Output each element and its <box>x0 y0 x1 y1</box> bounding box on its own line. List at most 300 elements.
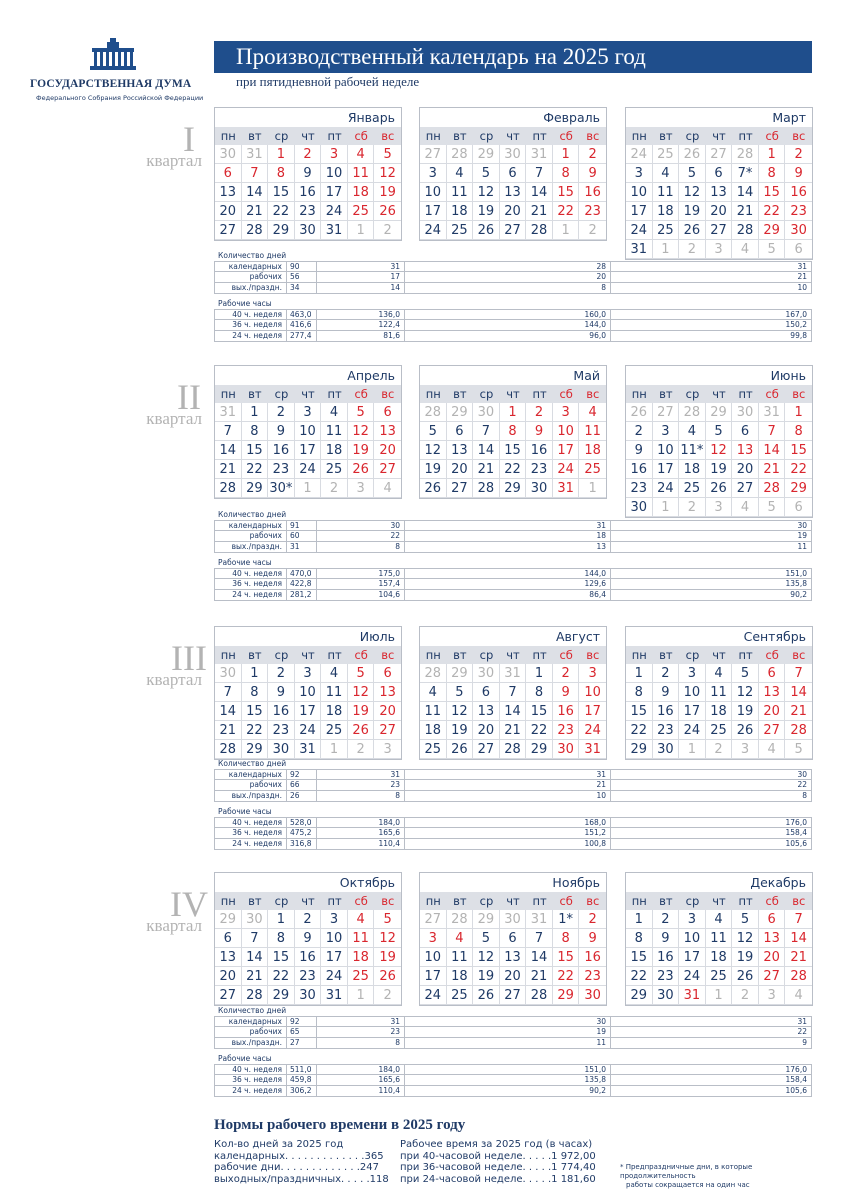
day-cell: 13 <box>374 422 401 441</box>
day-cell: 11 <box>321 422 348 441</box>
day-cell: 1 <box>268 145 295 164</box>
day-cell: 11 <box>706 683 733 702</box>
weekday-label: вс <box>586 387 600 401</box>
weekday-label: ср <box>479 648 494 662</box>
stats-month-value: 10 <box>797 283 807 292</box>
day-cell: 25 <box>679 479 706 498</box>
day-cell: 20 <box>447 460 474 479</box>
month-name: Июнь <box>770 368 806 383</box>
day-cell: 2 <box>579 145 606 164</box>
day-cell: 2 <box>579 910 606 929</box>
day-cell: 26 <box>626 403 653 422</box>
stats-row-label: 24 ч. неделя <box>215 839 287 849</box>
stats-row <box>214 331 812 342</box>
day-cell: 1 <box>653 498 680 517</box>
day-cell: 11 <box>447 183 474 202</box>
stats-month-value: 168,0 <box>405 818 611 827</box>
weekday-label: пн <box>425 648 441 662</box>
day-cell: 15 <box>626 948 653 967</box>
weekday-label: чт <box>301 129 315 143</box>
day-cell: 13 <box>215 948 242 967</box>
stats-row-label: 24 ч. неделя <box>215 590 287 600</box>
stats-total: 65 <box>287 1027 317 1037</box>
day-cell: 28 <box>785 721 812 740</box>
month-name: Март <box>772 110 806 125</box>
stats-month-value: 18 <box>405 531 611 541</box>
day-cell: 28 <box>215 479 242 498</box>
weekday-label: вс <box>381 894 395 908</box>
day-cell: 29 <box>447 403 474 422</box>
day-cell: 19 <box>732 948 759 967</box>
weekday-label: пн <box>425 129 441 143</box>
weekday-label: ср <box>274 648 289 662</box>
day-cell: 12 <box>348 422 375 441</box>
day-cell: 17 <box>295 441 322 460</box>
day-cell: 12 <box>348 683 375 702</box>
day-cell: 20 <box>706 202 733 221</box>
weekday-label: ср <box>274 129 289 143</box>
month-calendar <box>419 107 607 241</box>
day-cell: 30 <box>653 986 680 1005</box>
day-cell: 31 <box>759 403 786 422</box>
days-grid <box>215 145 401 240</box>
stats-month-value: 30 <box>317 521 405 530</box>
day-cell: 27 <box>447 479 474 498</box>
day-cell: 7 <box>242 929 269 948</box>
month-name: Февраль <box>543 110 600 125</box>
day-cell: 1 <box>295 479 322 498</box>
stats-month-value: 11 <box>797 542 807 551</box>
day-cell: 6 <box>785 498 812 517</box>
day-cell: 23 <box>579 967 606 986</box>
day-cell: 1 <box>268 910 295 929</box>
stats-title: Рабочие часы <box>218 558 272 567</box>
month-calendar <box>419 365 607 499</box>
day-cell: 23 <box>579 202 606 221</box>
quarter-label: квартал <box>146 916 202 935</box>
day-cell: 16 <box>526 441 553 460</box>
day-cell: 6 <box>447 422 474 441</box>
stats-month-value: 31 <box>317 262 405 271</box>
weekday-label: пт <box>532 894 547 908</box>
day-cell: 28 <box>785 967 812 986</box>
day-cell: 3 <box>553 403 580 422</box>
norms-title: Нормы рабочего времени в 2025 году <box>214 1117 466 1133</box>
day-cell: 18 <box>706 702 733 721</box>
org-subtitle: Федерального Собрания Российской Федерации <box>36 94 204 102</box>
day-cell: 7 <box>785 664 812 683</box>
day-cell: 14 <box>785 683 812 702</box>
weekday-label: вс <box>586 648 600 662</box>
norms-hour-row: при 40-часовой неделе . . . . . 1 972,00 <box>400 1150 596 1162</box>
day-cell: 24 <box>321 202 348 221</box>
weekday-label: пт <box>738 894 753 908</box>
stats-month-value: 144,0 <box>405 320 611 330</box>
day-cell: 6 <box>706 164 733 183</box>
days-grid <box>420 910 606 1005</box>
day-cell: 12 <box>420 441 447 460</box>
stats-month-value: 17 <box>317 272 405 282</box>
day-cell: 18 <box>447 202 474 221</box>
day-cell: 24 <box>420 986 447 1005</box>
day-cell: 4 <box>653 164 680 183</box>
day-cell: 2 <box>268 664 295 683</box>
day-cell: 11 <box>348 929 375 948</box>
day-cell: 31 <box>526 910 553 929</box>
day-cell: 6 <box>374 664 401 683</box>
day-cell: 3 <box>295 664 322 683</box>
weekday-label: пн <box>220 387 236 401</box>
day-cell: 24 <box>679 721 706 740</box>
day-cell: 10 <box>579 683 606 702</box>
stats-month-value: 184,0 <box>317 1065 405 1074</box>
day-cell: 6 <box>215 164 242 183</box>
day-cell: 14 <box>785 929 812 948</box>
day-cell: 9 <box>553 683 580 702</box>
day-cell: 31 <box>579 740 606 759</box>
day-cell: 5 <box>374 145 401 164</box>
day-cell: 4 <box>374 479 401 498</box>
day-cell: 10 <box>420 183 447 202</box>
day-cell: 1 <box>526 664 553 683</box>
day-cell: 10 <box>679 929 706 948</box>
stats-row <box>214 579 812 590</box>
day-cell: 24 <box>626 221 653 240</box>
day-cell: 24 <box>295 460 322 479</box>
day-cell: 25 <box>653 221 680 240</box>
stats-row <box>214 520 812 531</box>
day-cell: 15 <box>759 183 786 202</box>
stats-month-value: 90,2 <box>790 590 807 599</box>
weekday-label: ср <box>685 894 700 908</box>
weekday-label: вс <box>586 129 600 143</box>
day-cell: 12 <box>732 683 759 702</box>
day-cell: 2 <box>268 403 295 422</box>
stats-month-value: 150,2 <box>785 320 807 329</box>
day-cell: 18 <box>420 721 447 740</box>
stats-row-label: рабочих <box>215 1027 287 1037</box>
weekday-label: вт <box>248 387 262 401</box>
day-cell: 28 <box>500 740 527 759</box>
day-cell: 2 <box>679 240 706 259</box>
day-cell: 12 <box>447 702 474 721</box>
day-cell: 25 <box>579 460 606 479</box>
day-cell: 20 <box>759 948 786 967</box>
stats-title: Количество дней <box>218 759 287 768</box>
day-cell: 21 <box>242 202 269 221</box>
day-cell: 29 <box>626 986 653 1005</box>
day-cell: 7 <box>526 929 553 948</box>
day-cell: 17 <box>420 967 447 986</box>
day-cell: 29 <box>447 664 474 683</box>
stats-row-label: вых./праздн. <box>215 1038 287 1048</box>
stats-total: 459,8 <box>287 1075 317 1085</box>
weekday-label: пт <box>327 129 342 143</box>
day-cell: 15 <box>268 948 295 967</box>
day-cell: 10 <box>553 422 580 441</box>
day-cell: 17 <box>679 948 706 967</box>
day-cell: 29 <box>242 740 269 759</box>
weekday-label: вт <box>248 894 262 908</box>
norms-day-row: выходных/праздничных . . . . . 118 <box>214 1173 389 1185</box>
day-cell: 5 <box>759 240 786 259</box>
stats-month-value: 14 <box>317 283 405 293</box>
weekday-label: вт <box>659 387 673 401</box>
stats-row <box>214 531 812 542</box>
day-cell: 26 <box>706 479 733 498</box>
weekday-label: сб <box>354 129 368 143</box>
month-calendar <box>625 365 813 518</box>
weekday-label: вт <box>248 129 262 143</box>
day-cell: 18 <box>706 948 733 967</box>
day-cell: 20 <box>500 967 527 986</box>
stats-month-value: 31 <box>797 262 807 271</box>
day-cell: 27 <box>215 986 242 1005</box>
stats-month-value: 20 <box>405 272 611 282</box>
day-cell: 30 <box>626 498 653 517</box>
day-cell: 5 <box>706 422 733 441</box>
day-cell: 28 <box>215 740 242 759</box>
day-cell: 7 <box>759 422 786 441</box>
day-cell: 30 <box>242 910 269 929</box>
day-cell: 10 <box>626 183 653 202</box>
day-cell: 9 <box>653 929 680 948</box>
weekday-label: ср <box>479 894 494 908</box>
day-cell: 30 <box>553 740 580 759</box>
duma-logo <box>30 38 210 108</box>
day-cell: 13 <box>215 183 242 202</box>
stats-month-value: 158,4 <box>785 1075 807 1084</box>
day-cell: 22 <box>626 721 653 740</box>
weekday-label: пт <box>327 648 342 662</box>
day-cell: 16 <box>579 948 606 967</box>
day-cell: 28 <box>242 986 269 1005</box>
day-cell: 5 <box>679 164 706 183</box>
weekday-header <box>420 892 606 910</box>
day-cell: 22 <box>553 967 580 986</box>
month-calendar <box>214 626 402 760</box>
weekday-label: пт <box>532 648 547 662</box>
stats-total: 281,2 <box>287 590 317 600</box>
day-cell: 14 <box>759 441 786 460</box>
day-cell: 20 <box>473 721 500 740</box>
day-cell: 12 <box>374 929 401 948</box>
weekday-label: сб <box>765 648 779 662</box>
stats-month-value: 165,6 <box>317 828 405 838</box>
day-cell: 31 <box>553 479 580 498</box>
stats-month-value: 144,0 <box>405 569 611 578</box>
day-cell: 6 <box>759 910 786 929</box>
day-cell: 3 <box>321 145 348 164</box>
norms-hour-row: при 24-часовой неделе . . . . . 1 181,60 <box>400 1173 596 1185</box>
day-cell: 11 <box>321 683 348 702</box>
day-cell: 8 <box>500 422 527 441</box>
day-cell: 8 <box>242 683 269 702</box>
norms-day-row: рабочие дни . . . . . . . . . . . . . 247 <box>214 1162 380 1173</box>
days-grid <box>420 664 606 759</box>
day-cell: 1 <box>759 145 786 164</box>
month-name: Октябрь <box>339 875 395 890</box>
day-cell: 24 <box>420 221 447 240</box>
day-cell: 23 <box>785 202 812 221</box>
weekday-label: чт <box>301 648 315 662</box>
day-cell: 30 <box>473 403 500 422</box>
quarter-stats <box>214 510 812 601</box>
stats-total: 34 <box>287 283 317 293</box>
day-cell: 10 <box>679 683 706 702</box>
weekday-header <box>420 385 606 403</box>
weekday-label: пн <box>631 894 647 908</box>
day-cell: 6 <box>759 664 786 683</box>
day-cell: 28 <box>447 145 474 164</box>
day-cell: 21 <box>215 721 242 740</box>
day-cell: 26 <box>348 721 375 740</box>
day-cell: 16 <box>785 183 812 202</box>
days-grid <box>215 403 401 498</box>
stats-month-value: 81,6 <box>317 331 405 341</box>
day-cell: 9 <box>526 422 553 441</box>
day-cell: 8 <box>785 422 812 441</box>
weekday-label: сб <box>559 129 573 143</box>
day-cell: 2 <box>348 740 375 759</box>
stats-row-label: 36 ч. неделя <box>215 579 287 589</box>
stats-total: 90 <box>287 262 317 271</box>
stats-total: 27 <box>287 1038 317 1048</box>
weekday-label: сб <box>354 894 368 908</box>
stats-month-value: 176,0 <box>785 818 807 827</box>
day-cell: 7 <box>526 164 553 183</box>
day-cell: 17 <box>321 948 348 967</box>
weekday-label: пн <box>631 129 647 143</box>
stats-row <box>214 272 812 283</box>
day-cell: 27 <box>215 221 242 240</box>
day-cell: 2 <box>679 498 706 517</box>
day-cell: 10 <box>653 441 680 460</box>
day-cell: 19 <box>374 183 401 202</box>
day-cell: 18 <box>679 460 706 479</box>
day-cell: 25 <box>706 721 733 740</box>
stats-row-label: рабочих <box>215 272 287 282</box>
day-cell: 1 <box>626 664 653 683</box>
day-cell: 10 <box>420 948 447 967</box>
stats-row-label: рабочих <box>215 531 287 541</box>
weekday-label: сб <box>559 648 573 662</box>
day-cell: 15 <box>553 948 580 967</box>
day-cell: 19 <box>473 202 500 221</box>
day-cell: 6 <box>374 403 401 422</box>
weekday-label: вт <box>453 387 467 401</box>
day-cell: 30 <box>785 221 812 240</box>
day-cell: 8 <box>626 929 653 948</box>
day-cell: 9 <box>626 441 653 460</box>
day-cell: 29 <box>500 479 527 498</box>
day-cell: 22 <box>242 460 269 479</box>
day-cell: 28 <box>679 403 706 422</box>
quarter-label: квартал <box>146 409 202 428</box>
day-cell: 22 <box>500 460 527 479</box>
weekday-label: ср <box>479 129 494 143</box>
weekday-label: чт <box>712 129 726 143</box>
weekday-label: вс <box>792 129 806 143</box>
stats-month-value: 160,0 <box>405 310 611 319</box>
day-cell: 16 <box>579 183 606 202</box>
day-cell: 2 <box>526 403 553 422</box>
day-cell: 23 <box>268 721 295 740</box>
stats-row <box>214 283 812 294</box>
stats-month-value: 151,0 <box>405 1065 611 1074</box>
day-cell: 29 <box>473 145 500 164</box>
day-cell: 7 <box>500 683 527 702</box>
day-cell: 3 <box>348 479 375 498</box>
day-cell: 7 <box>473 422 500 441</box>
days-grid <box>626 664 812 759</box>
month-calendar <box>214 872 402 1006</box>
stats-row <box>214 791 812 802</box>
day-cell: 27 <box>732 479 759 498</box>
day-cell: 13 <box>500 183 527 202</box>
weekday-label: чт <box>506 387 520 401</box>
weekday-label: ср <box>274 894 289 908</box>
day-cell: 29 <box>268 221 295 240</box>
day-cell: 5 <box>473 929 500 948</box>
day-cell: 19 <box>473 967 500 986</box>
day-cell: 15 <box>242 441 269 460</box>
day-cell: 29 <box>215 910 242 929</box>
days-grid <box>420 403 606 498</box>
day-cell: 28 <box>526 221 553 240</box>
day-cell: 31 <box>626 240 653 259</box>
day-cell: 3 <box>420 929 447 948</box>
weekday-label: пт <box>738 129 753 143</box>
day-cell: 13 <box>732 441 759 460</box>
day-cell: 14 <box>215 702 242 721</box>
weekday-label: вс <box>586 894 600 908</box>
stats-month-value: 151,2 <box>405 828 611 838</box>
day-cell: 26 <box>447 740 474 759</box>
day-cell: 3 <box>374 740 401 759</box>
day-cell: 12 <box>732 929 759 948</box>
day-cell: 3 <box>706 240 733 259</box>
weekday-label: вт <box>453 894 467 908</box>
day-cell: 11 <box>420 702 447 721</box>
month-name: Сентябрь <box>743 629 806 644</box>
quarter-numeral: I <box>183 119 195 159</box>
weekday-label: чт <box>712 387 726 401</box>
day-cell: 18 <box>321 441 348 460</box>
day-cell: 18 <box>348 183 375 202</box>
day-cell: 21 <box>785 702 812 721</box>
weekday-header <box>420 127 606 145</box>
quarter-label: квартал <box>146 670 202 689</box>
day-cell: 6 <box>500 164 527 183</box>
stats-title: Количество дней <box>218 251 287 260</box>
weekday-label: пт <box>327 894 342 908</box>
day-cell: 2 <box>579 221 606 240</box>
day-cell: 25 <box>653 145 680 164</box>
stats-total: 277,4 <box>287 331 317 341</box>
day-cell: 31 <box>295 740 322 759</box>
day-cell: 28 <box>447 910 474 929</box>
stats-row <box>214 1075 812 1086</box>
weekday-label: вс <box>381 387 395 401</box>
weekday-label: пн <box>220 129 236 143</box>
day-cell: 21 <box>473 460 500 479</box>
day-cell: 25 <box>447 221 474 240</box>
day-cell: 25 <box>348 202 375 221</box>
stats-total: 56 <box>287 272 317 282</box>
day-cell: 29 <box>626 740 653 759</box>
day-cell: 1 <box>242 403 269 422</box>
